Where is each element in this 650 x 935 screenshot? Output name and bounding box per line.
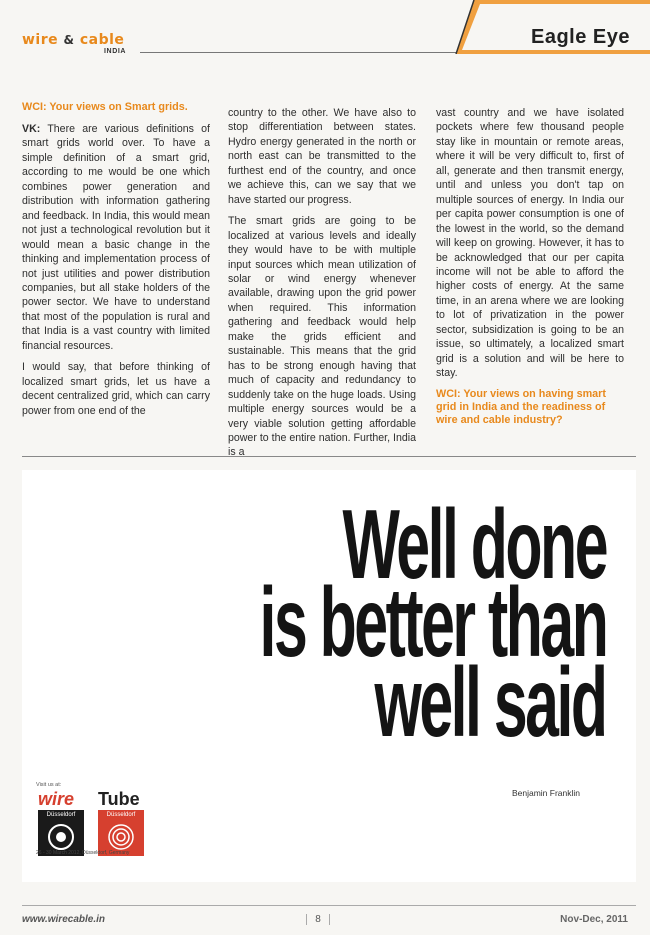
article-column-2 <box>228 106 416 467</box>
section-title: Eagle Eye <box>530 26 630 48</box>
section-tab <box>452 0 650 54</box>
logo-brand-cable: cable <box>79 32 125 48</box>
tube-rings-icon <box>106 822 136 852</box>
header-rule <box>140 52 458 53</box>
logo-ampersand: & <box>63 33 75 47</box>
tube-fair-logo <box>98 790 158 856</box>
answer-paragraph-4: The smart grids are going to be localized at various levels and ideally they would have to be with multiple input sources which mean utilization of solar or wind energy whenever available, drawing upon the grid power when required. This information gathering and feedback would help make the grids efficient and sustainable. This means that the grid has to be strong enough having that much of capacity and redundancy to suddenly take on the huge loads. Using multiple energy sources would be a very viable solution getting affordable power to the entire nation. Further, India is a <box>228 215 416 459</box>
question-readiness: WCI: Your views on having smart grid in India and the readiness of wire and cable industry? <box>436 387 606 426</box>
footer-website: www.wirecable.in <box>22 914 105 925</box>
issue-date: Nov-Dec, 2011 <box>560 914 628 925</box>
publication-logo <box>22 32 142 60</box>
tube-fair-word: Tube <box>98 789 140 809</box>
tube-fair-city: Düsseldorf <box>106 812 136 818</box>
speaker-label: VK: <box>22 123 41 135</box>
fair-dates: 26 - 30 March 2012, Düsseldorf, Germany <box>36 850 130 856</box>
visit-us-label: Visit us at: <box>36 782 62 788</box>
wire-fair-city: Düsseldorf <box>46 812 76 818</box>
answer-paragraph-2: I would say, that before thinking of localized smart grids, let us have a decent centralized grid, which can carry power from one end of the <box>22 361 210 417</box>
logo-brand-wire: wire <box>22 32 59 48</box>
logo-wordmark <box>22 32 124 48</box>
ad-headline-line-2: is better than <box>259 567 606 677</box>
wire-spool-icon <box>46 822 76 852</box>
article-column-1 <box>22 101 210 425</box>
answer-paragraph-5: vast country and we have isolated pockets where few thousand people stay like in mountain or remote areas, where it will be very difficult to, first of all, generate and then transmit energy, until and unless you don't tap on multiple sources of energy. In India our per capita power consumption is one of the lowest in the world, so the demand will keep on growing. However, it has to be acknowledged that our per capita income will not be able to afford the higher costs of energy. At the same time, in an arena where we are looking to lot of privatization in the power sector, subsidization is going to be an issue, so ultimately, a localized smart grid is a solution and will be here to stay. <box>436 107 624 380</box>
wire-fair-word: wire <box>38 789 75 809</box>
ad-headline-line-3: well said <box>375 647 606 757</box>
wire-fair-logo <box>38 790 92 856</box>
answer-text-1: There are various definitions of smart grids world over. To have a simple definition of a smart grid, according to me would be one which combines power generation and distribution with information gathering and feedback. In India, this would mean not just a technological revolution but it would mean a basic change in the thinking and implementation process of not just utilities and power distribution companies, but all stake holders of the power sector. We have to understand that most of the population is rural and that India is a vast country with limited financial resources. <box>22 123 210 352</box>
footer-rule <box>22 905 636 906</box>
answer-paragraph-3: country to the other. We have also to stop differentiation between states. Hydro energy generated in the north or north east can be transmitted to the furthest end of the country, and once we achieve this, can we say that we have started our progress. <box>228 107 416 206</box>
article-column-3 <box>436 106 624 435</box>
logo-subtitle: INDIA <box>104 48 127 55</box>
question-smart-grids: WCI: Your views on Smart grids. <box>22 101 188 113</box>
quote-author: Benjamin Franklin <box>511 788 580 798</box>
ad-headline-line-1: Well done <box>342 489 606 599</box>
answer-paragraph-1 <box>22 122 210 353</box>
advertisement <box>22 470 636 882</box>
section-divider <box>22 456 636 457</box>
page-number: 8 <box>306 914 330 925</box>
